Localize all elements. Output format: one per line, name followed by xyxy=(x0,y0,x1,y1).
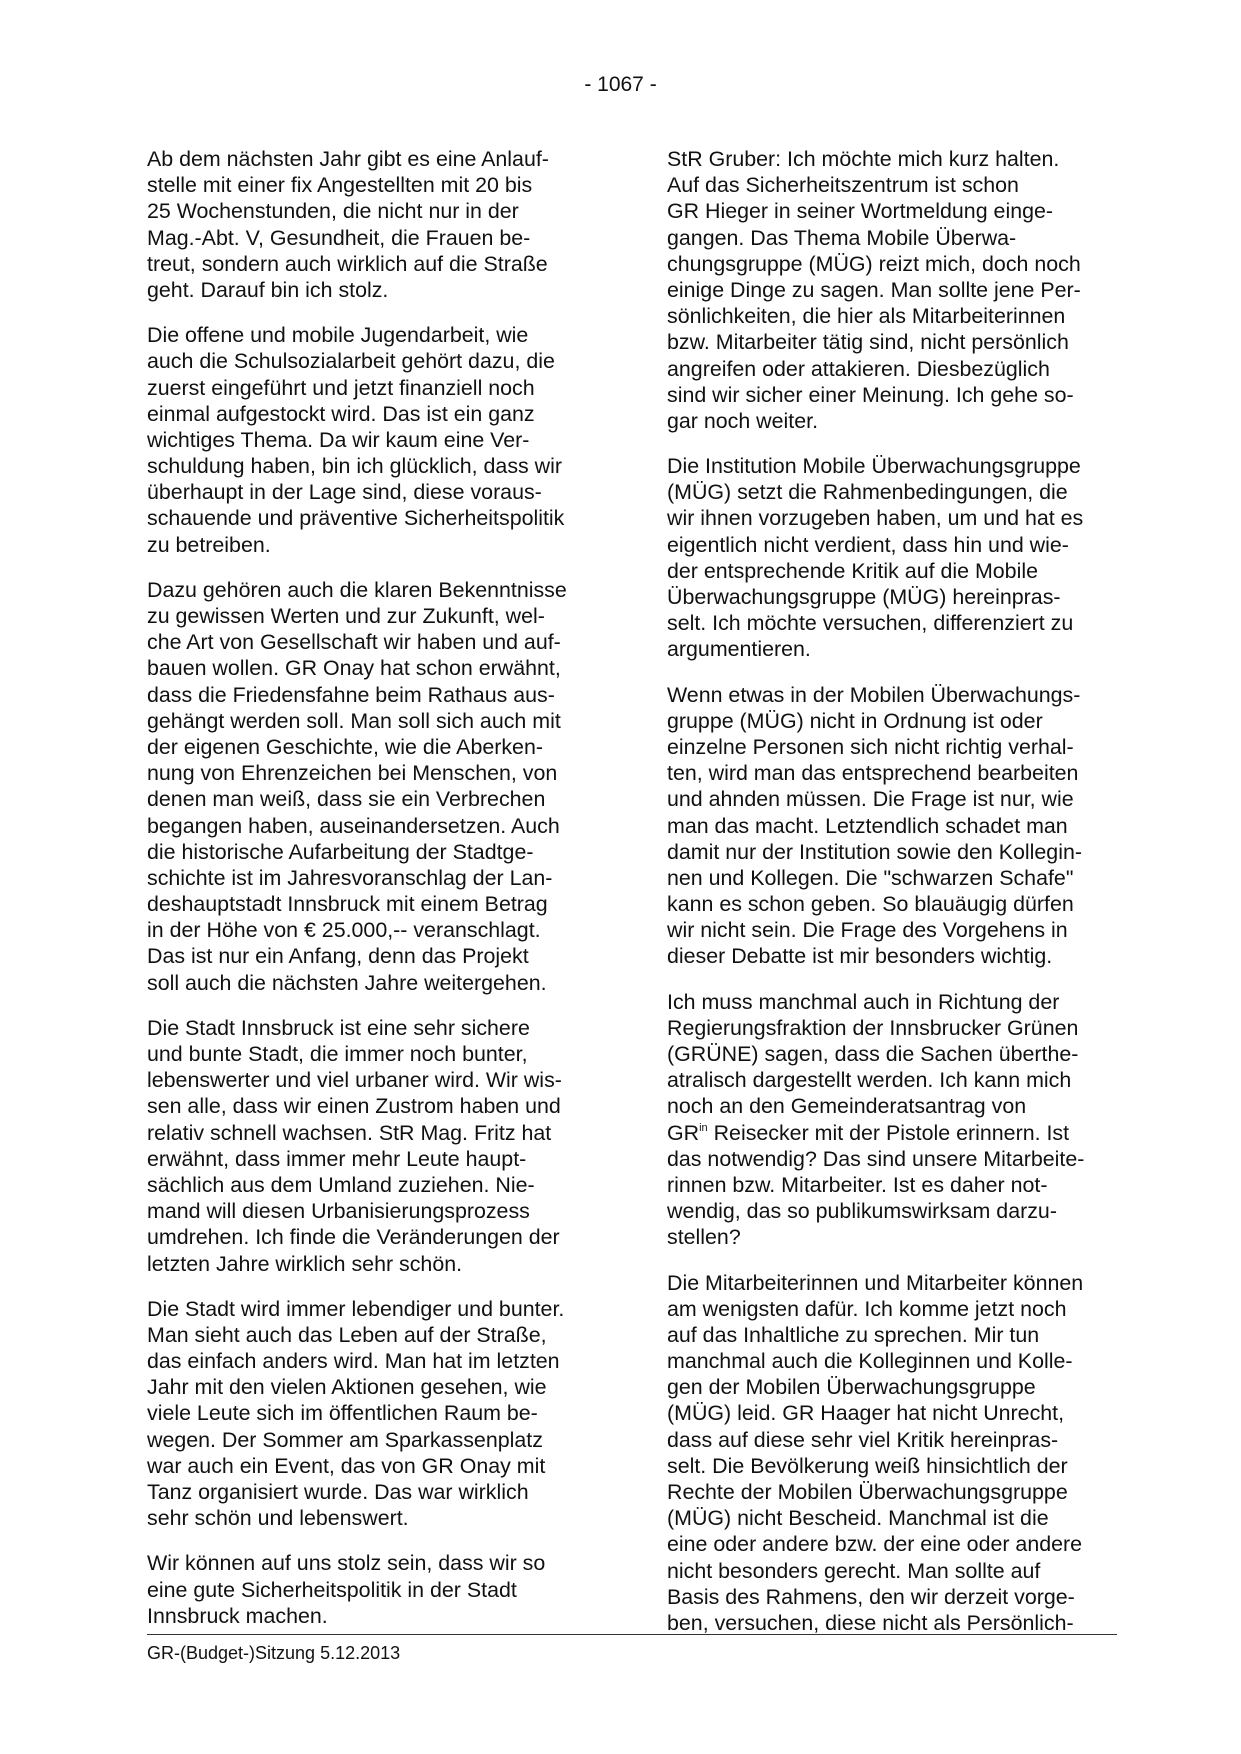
text-line: atralisch dargestellt werden. Ich kann mich xyxy=(667,1068,1072,1093)
text-line: Die Stadt Innsbruck ist eine sehr sichere xyxy=(147,1015,530,1040)
text-line: die historische Aufarbeitung der Stadtge- xyxy=(147,839,534,864)
text-line: Jahr mit den vielen Aktionen gesehen, wie xyxy=(147,1375,547,1400)
text-line: einige Dinge zu sagen. Man sollte jene Per- xyxy=(667,277,1081,302)
text-line: eigentlich nicht verdient, dass hin und wie- xyxy=(667,532,1069,557)
text-line: wegen. Der Sommer am Sparkassenplatz xyxy=(147,1427,543,1452)
text-line: Tanz organisiert wurde. Das war wirklich xyxy=(147,1480,529,1504)
text-line: bzw. Mitarbeiter tätig sind, nicht persönlich xyxy=(667,330,1069,355)
text-line: lebenswerter und viel urbaner wird. Wir wis- xyxy=(147,1068,562,1093)
text-line xyxy=(667,1120,1137,1146)
text-line: selt. Ich möchte versuchen, differenziert zu xyxy=(667,611,1074,636)
text-line: argumentieren. xyxy=(667,637,811,662)
text-line: einzelne Personen sich nicht richtig verhal- xyxy=(667,734,1074,759)
text-line: schauende und präventive Sicherheitspolitik xyxy=(147,506,565,531)
text-line: ben, versuchen, diese nicht als Persönlich- xyxy=(667,1610,1074,1635)
text-line: war auch ein Event, das von GR Onay mit xyxy=(147,1453,546,1478)
right-paragraph xyxy=(667,989,1137,1251)
text-line: wir ihnen vorzugeben haben, um und hat es xyxy=(667,506,1084,531)
text-line: sönlichkeiten, die hier als Mitarbeiterinnen xyxy=(667,304,1066,329)
text-line: eine gute Sicherheitspolitik in der Stadt xyxy=(147,1577,517,1602)
text-line: Ab dem nächsten Jahr gibt es eine Anlauf- xyxy=(147,147,549,171)
text-line: stelle mit einer fix Angestellten mit 20 bis xyxy=(147,173,533,198)
text-line: damit nur der Institution sowie den Kollegin- xyxy=(667,839,1082,864)
footer-session-label: GR-(Budget-)Sitzung 5.12.2013 xyxy=(147,1643,401,1663)
text-line: Man sieht auch das Leben auf der Straße, xyxy=(147,1322,547,1347)
text-line: ten, wird man das entsprechend bearbeiten xyxy=(667,761,1079,786)
text-line: überhaupt in der Lage sind, diese voraus- xyxy=(147,480,542,505)
text-line: (MÜG) setzt die Rahmenbedingungen, die xyxy=(667,480,1068,505)
text-line: gruppe (MÜG) nicht in Ordnung ist oder xyxy=(667,708,1043,733)
text-line: Rechte der Mobilen Überwachungsgruppe xyxy=(667,1480,1068,1504)
text-line: treut, sondern auch wirklich auf die Straße xyxy=(147,251,548,276)
text-line: Ich muss manchmal auch in Richtung der xyxy=(667,989,1060,1014)
text-line: Das ist nur ein Anfang, denn das Projekt xyxy=(147,944,529,969)
right-paragraph xyxy=(667,453,1137,663)
right-paragraph xyxy=(667,682,1137,970)
left-paragraph xyxy=(147,1015,617,1277)
right-column xyxy=(667,146,1137,1655)
text-line: gen der Mobilen Überwachungsgruppe xyxy=(667,1375,1036,1400)
text-line: Die Institution Mobile Überwachungsgruppe xyxy=(667,454,1081,479)
text-line: sind wir sicher einer Meinung. Ich gehe so- xyxy=(667,382,1074,407)
text-line: Basis des Rahmens, den wir derzeit vorge- xyxy=(667,1584,1075,1609)
text-line: wichtiges Thema. Da wir kaum eine Ver- xyxy=(147,427,530,452)
text-line: wendig, das so publikumswirksam darzu- xyxy=(667,1199,1057,1224)
text-line: noch an den Gemeinderatsantrag von xyxy=(667,1094,1027,1119)
text-line: nung von Ehrenzeichen bei Menschen, von xyxy=(147,761,558,786)
right-paragraph xyxy=(667,1270,1137,1637)
text-line: (MÜG) leid. GR Haager hat nicht Unrecht, xyxy=(667,1401,1065,1426)
text-line: dass die Friedensfahne beim Rathaus aus- xyxy=(147,682,555,707)
text-line: Mag.-Abt. V, Gesundheit, die Frauen be- xyxy=(147,225,531,250)
text-line: der entsprechende Kritik auf die Mobile xyxy=(667,558,1038,583)
text-line: Regierungsfraktion der Innsbrucker Grünen xyxy=(667,1015,1079,1040)
text-line: (GRÜNE) sagen, dass die Sachen überthe- xyxy=(667,1042,1079,1066)
text-line: man das macht. Letztendlich schadet man xyxy=(667,813,1068,838)
text-line: gangen. Das Thema Mobile Überwa- xyxy=(667,225,1017,250)
footer-divider xyxy=(147,1634,1117,1635)
text-line: auf das Inhaltliche zu sprechen. Mir tun xyxy=(667,1322,1040,1347)
text-line: das notwendig? Das sind unsere Mitarbeite- xyxy=(667,1146,1085,1171)
text-line: manchmal auch die Kolleginnen und Kolle- xyxy=(667,1349,1073,1374)
text-line: geht. Darauf bin ich stolz. xyxy=(147,277,389,302)
text-line: Innsbruck machen. xyxy=(147,1603,328,1628)
superscript-in: in xyxy=(699,1121,708,1134)
left-column xyxy=(147,146,617,1648)
text-fragment: Reisecker mit der Pistole erinnern. Ist xyxy=(707,1120,1070,1145)
text-line: sächlich aus dem Umland zuziehen. Nie- xyxy=(147,1172,535,1197)
text-line: auch die Schulsozialarbeit gehört dazu, die xyxy=(147,349,555,374)
text-line: GR Hieger in seiner Wortmeldung einge- xyxy=(667,199,1054,224)
text-line: stellen? xyxy=(667,1225,741,1250)
text-line: nicht besonders gerecht. Man sollte auf xyxy=(667,1558,1041,1583)
text-line: der eigenen Geschichte, wie die Aberken- xyxy=(147,734,543,759)
text-line: denen man weiß, dass sie ein Verbrechen xyxy=(147,787,546,812)
text-line: Überwachungsgruppe (MÜG) hereinpras- xyxy=(667,585,1061,609)
text-line: umdrehen. Ich finde die Veränderungen der xyxy=(147,1225,560,1250)
text-line: schichte ist im Jahresvoranschlag der Lan- xyxy=(147,865,553,890)
page-number: - 1067 - xyxy=(584,73,657,96)
text-line: deshauptstadt Innsbruck mit einem Betrag xyxy=(147,892,548,917)
text-line: 25 Wochenstunden, die nicht nur in der xyxy=(147,199,519,224)
text-line: erwähnt, dass immer mehr Leute haupt- xyxy=(147,1146,527,1171)
text-line: das einfach anders wird. Man hat im letzten xyxy=(147,1349,560,1374)
left-paragraph xyxy=(147,1296,617,1532)
text-line: rinnen bzw. Mitarbeiter. Ist es daher not- xyxy=(667,1172,1048,1197)
text-line: mand will diesen Urbanisierungsprozess xyxy=(147,1199,530,1224)
text-line: sen alle, dass wir einen Zustrom haben und xyxy=(147,1094,561,1119)
text-line: angreifen oder attakieren. Diesbezüglich xyxy=(667,356,1050,381)
left-paragraph xyxy=(147,1550,617,1629)
text-line: Dazu gehören auch die klaren Bekenntnisse xyxy=(147,577,567,602)
left-paragraph xyxy=(147,322,617,558)
text-line: (MÜG) nicht Bescheid. Manchmal ist die xyxy=(667,1506,1049,1531)
text-line: selt. Die Bevölkerung weiß hinsichtlich der xyxy=(667,1453,1068,1478)
text-line: dass auf diese sehr viel Kritik hereinpras- xyxy=(667,1427,1059,1452)
text-line: viele Leute sich im öffentlichen Raum be- xyxy=(147,1401,538,1426)
text-line: schuldung haben, bin ich glücklich, dass wir xyxy=(147,454,562,479)
text-line: Auf das Sicherheitszentrum ist schon xyxy=(667,173,1019,198)
text-line: und bunte Stadt, die immer noch bunter, xyxy=(147,1042,528,1066)
text-line: bauen wollen. GR Onay hat schon erwähnt, xyxy=(147,656,561,681)
text-line: zuerst eingeführt und jetzt finanziell noch xyxy=(147,375,535,400)
text-line: und ahnden müssen. Die Frage ist nur, wie xyxy=(667,787,1074,812)
text-line: nen und Kollegen. Die "schwarzen Schafe" xyxy=(667,865,1074,890)
text-line: in der Höhe von € 25.000,-- veranschlagt. xyxy=(147,918,541,943)
left-paragraph xyxy=(147,577,617,996)
text-line: einmal aufgestockt wird. Das ist ein ganz xyxy=(147,401,535,426)
text-line: letzten Jahre wirklich sehr schön. xyxy=(147,1251,463,1276)
text-line: Wir können auf uns stolz sein, dass wir so xyxy=(147,1551,546,1576)
text-line: begangen haben, auseinandersetzen. Auch xyxy=(147,813,560,838)
text-fragment: GR xyxy=(667,1120,700,1145)
text-line: kann es schon geben. So blauäugig dürfen xyxy=(667,892,1074,917)
text-line: am wenigsten dafür. Ich komme jetzt noch xyxy=(667,1296,1067,1321)
text-line: Die offene und mobile Jugendarbeit, wie xyxy=(147,323,529,348)
text-line: wir nicht sein. Die Frage des Vorgehens in xyxy=(667,918,1068,943)
text-line: zu gewissen Werten und zur Zukunft, wel- xyxy=(147,604,545,628)
text-line: sehr schön und lebenswert. xyxy=(147,1506,409,1531)
text-line: chungsgruppe (MÜG) reizt mich, doch noch xyxy=(667,251,1081,276)
text-line: eine oder andere bzw. der eine oder andere xyxy=(667,1532,1083,1557)
right-paragraph xyxy=(667,146,1137,434)
text-line: Die Stadt wird immer lebendiger und bunter. xyxy=(147,1296,565,1321)
text-line: zu betreiben. xyxy=(147,532,271,557)
left-paragraph xyxy=(147,146,617,303)
text-line: Wenn etwas in der Mobilen Überwachungs- xyxy=(667,682,1081,707)
text-line: dieser Debatte ist mir besonders wichtig. xyxy=(667,944,1053,969)
text-line: soll auch die nächsten Jahre weitergehen. xyxy=(147,970,547,995)
text-line: Die Mitarbeiterinnen und Mitarbeiter können xyxy=(667,1270,1084,1295)
text-line: relativ schnell wachsen. StR Mag. Fritz hat xyxy=(147,1120,552,1145)
text-line: gar noch weiter. xyxy=(667,408,819,433)
text-line: StR Gruber: Ich möchte mich kurz halten. xyxy=(667,147,1060,171)
text-line: gehängt werden soll. Man soll sich auch mit xyxy=(147,708,561,733)
text-line: che Art von Gesellschaft wir haben und auf- xyxy=(147,630,561,655)
